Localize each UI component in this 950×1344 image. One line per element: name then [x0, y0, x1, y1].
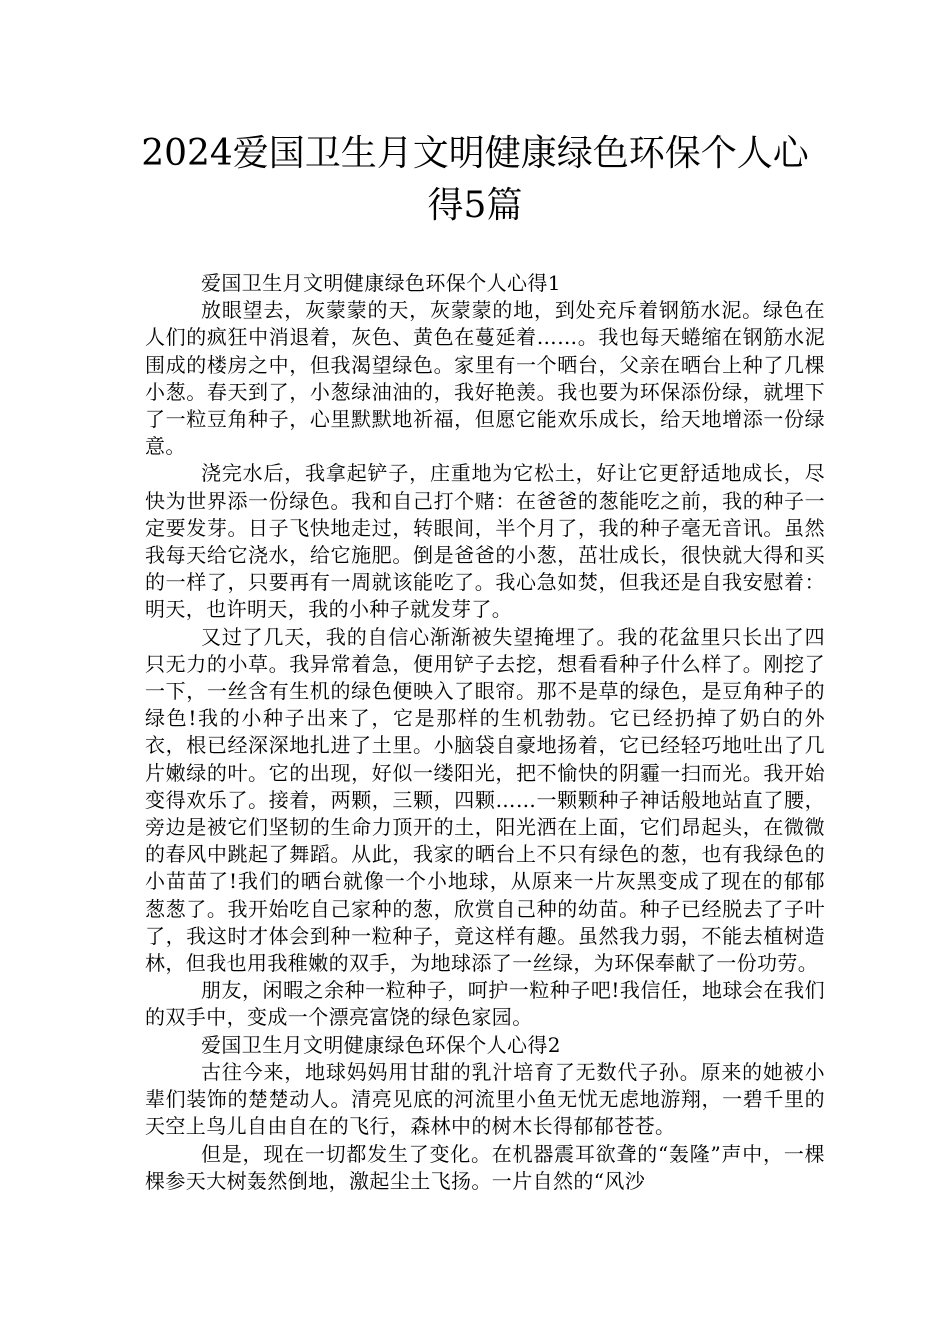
section-2-paragraph-2: 但是，现在一切都发生了变化。在机器震耳欲聋的“轰隆”声中，一棵棵参天大树轰然倒地，激起尘土飞扬。一片自然的“风沙 [145, 1141, 825, 1193]
section-1-heading: 爱国卫生月文明健康绿色环保个人心得1 [201, 271, 561, 295]
section-1-paragraph-1: 放眼望去，灰蒙蒙的天，灰蒙蒙的地，到处充斥着钢筋水泥。绿色在人们的疯狂中消退着，灰色、黄色在蔓延着……。我也每天蜷缩在钢筋水泥围成的楼房之中，但我渴望绿色。家里有一个晒台，父亲在晒台上种了几棵小葱。春天到了，小葱绿油油的，我好艳羡。我也要为环保添份绿，就埋下了一粒豆角种子，心里默默地祈福，但愿它能欢乐成长，给天地增添一份绿意。 [145, 298, 825, 459]
document-title-line-2: 得5篇 [427, 185, 523, 226]
section-1-paragraph-2: 浇完水后，我拿起铲子，庄重地为它松土，好让它更舒适地成长，尽快为世界添一份绿色。我和自己打个赌：在爸爸的葱能吃之前，我的种子一定要发芽。日子飞快地走过，转眼间，半个月了，我的种子毫无音讯。虽然我每天给它浇水，给它施肥。倒是爸爸的小葱，茁壮成长，很快就大得和买的一样了，只要再有一周就该能吃了。我心急如焚，但我还是自我安慰着：明天，也许明天，我的小种子就发芽了。 [145, 461, 825, 622]
document-title-line-1: 2024爱国卫生月文明健康绿色环保个人心 [141, 133, 809, 174]
section-1-paragraph-3: 又过了几天，我的自信心渐渐被失望掩埋了。我的花盆里只长出了四只无力的小草。我异常着急，便用铲子去挖，想看看种子什么样了。刚挖了一下，一丝含有生机的绿色便映入了眼帘。那不是草的绿色，是豆角种子的绿色!我的小种子出来了，它是那样的生机勃勃。它已经扔掉了奶白的外衣，根已经深深地扎进了土里。小脑袋自豪地扬着，它已经轻巧地吐出了几片嫩绿的叶。它的出现，好似一缕阳光，把不愉快的阴霾一扫而光。我开始变得欢乐了。接着，两颗，三颗，四颗……一颗颗种子神话般地站直了腰，旁边是被它们坚韧的生命力顶开的土，阳光洒在上面，它们昂起头，在微微的春风中跳起了舞蹈。从此，我家的晒台上不只有绿色的葱，也有我绿色的小苗苗了!我们的晒台就像一个小地球，从原来一片灰黑变成了现在的郁郁葱葱了。我开始吃自己家种的葱，欣赏自己种的幼苗。种子已经脱去了子叶了，我这时才体会到种一粒种子，竟这样有趣。虽然我力弱，不能去植树造林，但我也用我稚嫩的双手，为地球添了一丝绿，为环保奉献了一份功劳。 [145, 624, 825, 976]
document-title [120, 128, 830, 232]
section-2-paragraph-1: 古往今来，地球妈妈用甘甜的乳汁培育了无数代子孙。原来的她被小辈们装饰的楚楚动人。清亮见底的河流里小鱼无忧无虑地游翔，一碧千里的天空上鸟儿自由自在的飞行，森林中的树木长得郁郁苍苍。 [145, 1059, 825, 1139]
section-2-heading: 爱国卫生月文明健康绿色环保个人心得2 [201, 1032, 561, 1057]
document-body [145, 270, 825, 1195]
section-1-paragraph-4: 朋友，闲暇之余种一粒种子，呵护一粒种子吧!我信任，地球会在我们的双手中，变成一个漂亮富饶的绿色家园。 [145, 978, 825, 1030]
